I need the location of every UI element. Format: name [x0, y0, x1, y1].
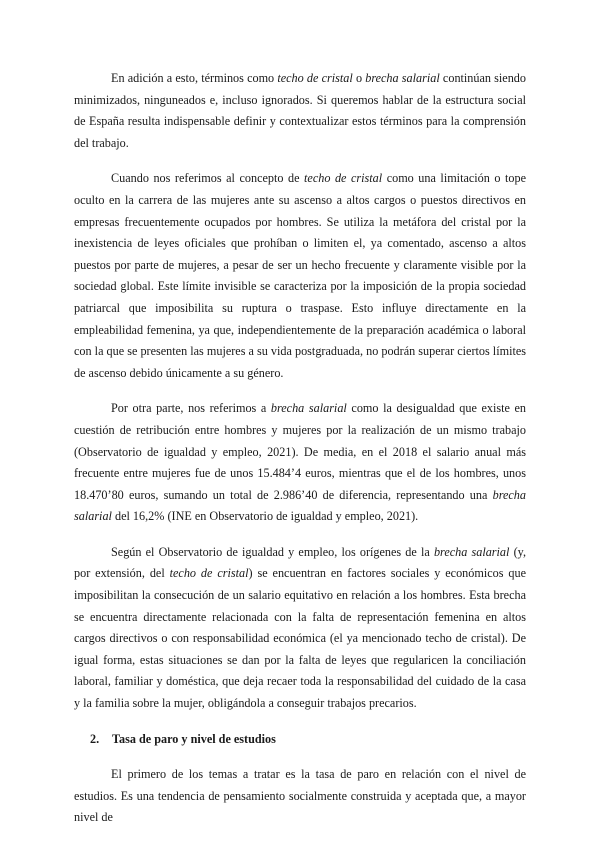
paragraph-glass-ceiling-intro [74, 68, 526, 154]
document-body [74, 68, 526, 843]
paragraph-glass-ceiling-definition [74, 168, 526, 384]
text-run: El primero de los temas a tratar es la tasa de paro en relación con el nivel de estudios. Es una tendencia de pensamiento socialmente construida y aceptada que, a mayor nivel de [74, 767, 526, 825]
section-number: 2. [90, 731, 100, 746]
text-run: Por otra parte, nos referimos a [111, 401, 271, 416]
text-run: Cuando nos referimos al concepto de [111, 171, 305, 186]
italic-term: brecha salarial [365, 71, 440, 85]
italic-term: brecha salarial [270, 401, 347, 416]
paragraph-unemployment-intro [74, 764, 526, 829]
text-run: como una limitación o tope oculto en la carrera de las mujeres ante su ascenso a altos cargos o puestos directivos en empresas frecuentemente ocupados por hombres. Se utiliza la metáfora del cristal por la inexistencia de leyes oficiales que prohíban o limiten el, ya comentado, ascenso a altos puestos por parte de mujeres, a pesar de ser un hecho frecuente y claramente visible por la sociedad global. Este límite invisible se caracteriza por la imposición de la propia sociedad patriarcal que imposibilita su ruptura o traspase. Esto influye directamente en la empleabilidad femenina, ya que, independientemente de la preparación académica o laboral con la que se presenten las mujeres a su vida postgraduada, no podrán superar ciertos límites de ascenso debido únicamente a su género. [74, 171, 526, 380]
text-run: Según el Observatorio de igualdad y empleo, los orígenes de la [111, 544, 434, 559]
text-run: como la desigualdad que existe en cuestión de retribución entre hombres y mujeres por la realización de un mismo trabajo (Observatorio de igualdad y empleo, 2021). De media, en el 2018 el salario anual más frecuente entre mujeres fue de unos 15.484’4 euros, mientras que el de los hombres, unos 18.470’80 euros, sumando un total de 2.986’40 de diferencia, representando una [74, 401, 526, 502]
text-run: del 16,2% (INE en Observatorio de igualdad y empleo, 2021). [111, 509, 419, 524]
italic-term: brecha salarial [74, 487, 526, 524]
text-run: (y, por extensión, del [74, 544, 526, 581]
text-run: ) se encuentran en factores sociales y económicos que imposibilitan la consecución de un salario equitativo en relación a los hombres. Esta brecha se encuentra directamente relacionada con la falta de representación femenina en altos cargos directivos o con responsabilidad económica (el ya mencionado techo de cristal). De igual forma, estas situaciones se dan por la falta de leyes que regularicen la conciliación laboral, familiar y doméstica, que deja recaer toda la responsabilidad del cuidado de la casa y la familia sobre la mujer, obligándola a conseguir trabajos precarios. [74, 566, 526, 711]
paragraph-wage-gap-origins [74, 542, 526, 715]
italic-term: techo de cristal [169, 566, 249, 581]
paragraph-wage-gap-definition [74, 398, 526, 528]
section-heading [74, 729, 526, 751]
text-run: o [352, 71, 366, 85]
text-run: En adición a esto, términos como [111, 71, 278, 85]
italic-term: techo de cristal [304, 171, 383, 186]
italic-term: techo de cristal [277, 71, 353, 85]
section-title: Tasa de paro y nivel de estudios [112, 731, 276, 746]
italic-term: brecha salarial [433, 544, 510, 559]
text-run: continúan siendo minimizados, ninguneados e, incluso ignorados. Si queremos hablar de la estructura social de España resulta indispensable definir y contextualizar estos términos para la comprensión del trabajo. [74, 71, 526, 150]
